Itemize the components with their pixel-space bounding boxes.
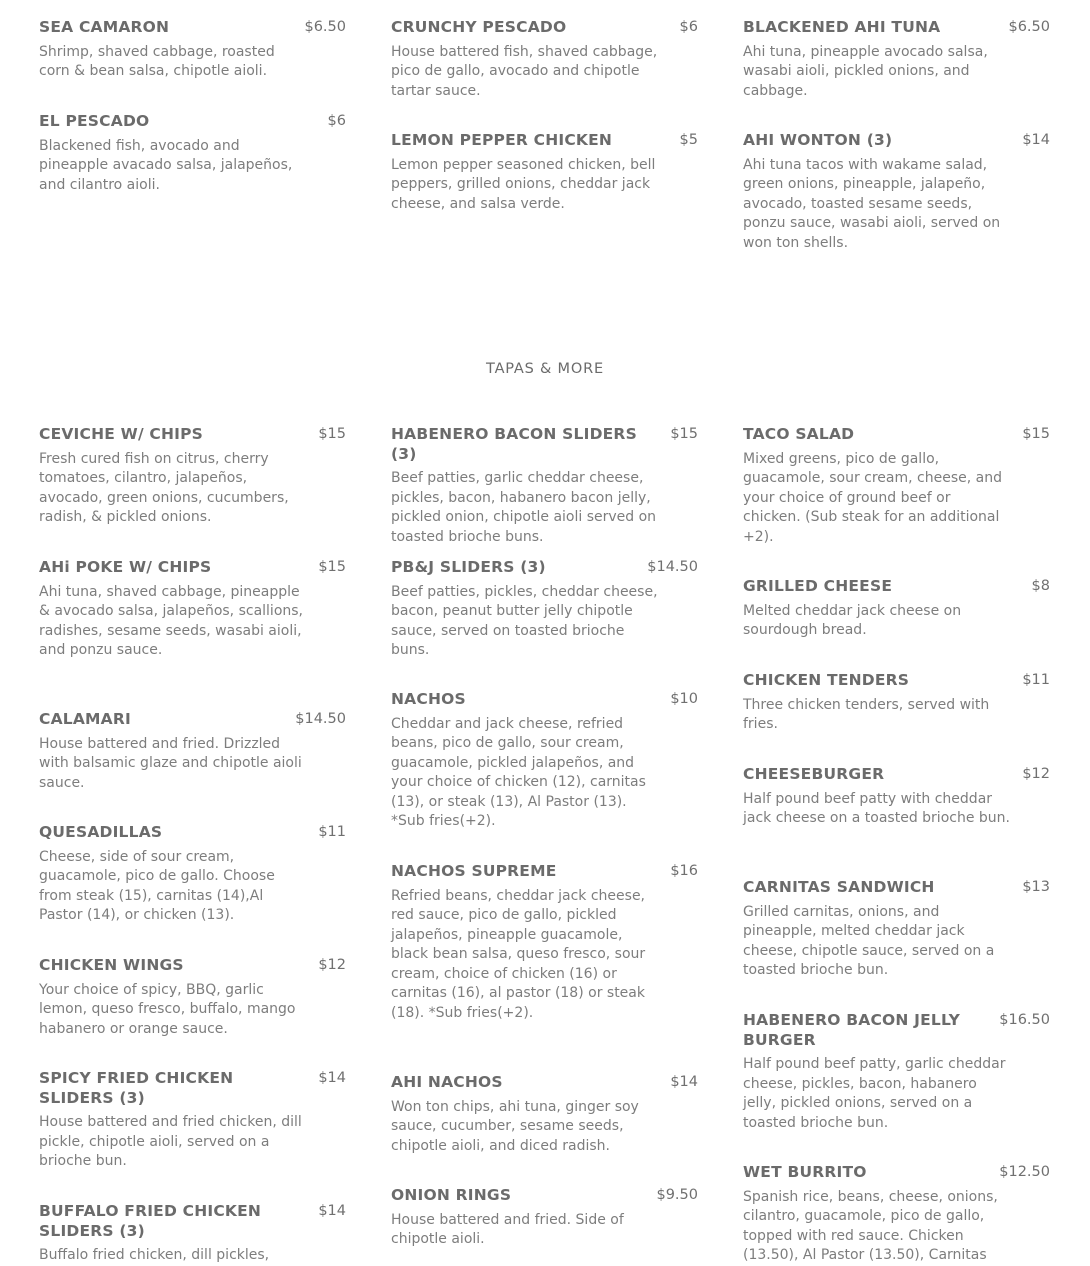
item-name: QUESADILLAS (39, 823, 163, 841)
item-description: Ahi tuna, shaved cabbage, pineapple & avocado salsa, jalapeños, scallions, radishes, sesame seeds, wasabi aioli, and ponzu sauce. (39, 583, 304, 658)
item-description: Blackened fish, avocado and pineapple avacado salsa, jalapeños, and cilantro aioli. (39, 137, 293, 193)
item-name: CHICKEN WINGS (39, 956, 184, 974)
item-description: Half pound beef patty with cheddar jack cheese on a toasted brioche bun. (743, 790, 1010, 826)
item-name: SEA CAMARON (39, 18, 170, 36)
item-name: AHI WONTON (3) (743, 131, 893, 149)
item-description: House battered and fried. Drizzled with balsamic glaze and chipotle aioli sauce. (39, 735, 302, 791)
item-name: SPICY FRIED CHICKEN SLIDERS (3) (39, 1069, 234, 1107)
item-price: $14 (670, 1074, 698, 1090)
menu-item (743, 672, 1050, 735)
menu-item (39, 1070, 346, 1172)
item-description: Ahi tuna, pineapple avocado salsa, wasabi aioli, pickled onions, and cabbage. (743, 43, 988, 99)
item-name: AHI NACHOS (391, 1073, 503, 1091)
item-price: $8 (1031, 578, 1050, 594)
item-price: $6 (327, 113, 346, 129)
item-name: AHi POKE W/ CHIPS (39, 558, 212, 576)
menu-item (743, 766, 1050, 829)
item-description: Beef patties, pickles, cheddar cheese, bacon, peanut butter jelly chipotle sauce, served on toasted brioche buns. (391, 583, 658, 658)
item-price: $9.50 (656, 1187, 698, 1203)
menu-item (743, 578, 1050, 641)
item-description: Three chicken tenders, served with fries. (743, 696, 990, 732)
section-title: TAPAS & MORE (486, 361, 604, 377)
item-name: CEVICHE W/ CHIPS (39, 425, 204, 443)
item-name: HABENERO BACON SLIDERS (3) (391, 425, 637, 463)
item-name: LEMON PEPPER CHICKEN (391, 131, 613, 149)
item-description: Fresh cured fish on citrus, cherry tomatoes, cilantro, jalapeños, avocado, green onions, cucumbers, radish, & pickled onions. (39, 450, 289, 525)
item-name: EL PESCADO (39, 112, 150, 130)
menu-item (391, 132, 698, 214)
menu-item (39, 19, 346, 82)
item-name: ONION RINGS (391, 1186, 512, 1204)
item-description: Cheese, side of sour cream, guacamole, pico de gallo. Choose from steak (15), carnitas (14),Al Pastor (14), or chicken (13). (39, 848, 275, 923)
item-price: $10 (670, 691, 698, 707)
item-price: $12.50 (999, 1164, 1050, 1180)
menu-item (39, 426, 346, 528)
item-description: Buffalo fried chicken, dill pickles, (39, 1247, 270, 1263)
item-price: $13 (1022, 879, 1050, 895)
item-price: $16.50 (999, 1012, 1050, 1028)
item-description: Mixed greens, pico de gallo, guacamole, sour cream, cheese, and your choice of ground beef or chicken. (Sub steak for an additional +2). (743, 450, 1002, 545)
item-price: $15 (318, 559, 346, 575)
item-price: $11 (318, 824, 346, 840)
item-name: BUFFALO FRIED CHICKEN SLIDERS (3) (39, 1202, 262, 1240)
menu-item (391, 1074, 698, 1156)
menu-item (743, 19, 1050, 101)
item-price: $15 (318, 426, 346, 442)
menu-item (391, 559, 698, 661)
menu-item (743, 1164, 1050, 1266)
item-name: TACO SALAD (743, 425, 855, 443)
item-price: $12 (1022, 766, 1050, 782)
item-description: Your choice of spicy, BBQ, garlic lemon, queso fresco, buffalo, mango habanero or orange sauce. (39, 981, 296, 1037)
item-description: House battered fish, shaved cabbage, pico de gallo, avocado and chipotle tartar sauce. (391, 43, 658, 99)
item-price: $15 (1022, 426, 1050, 442)
menu-item (743, 426, 1050, 547)
item-description: Beef patties, garlic cheddar cheese, pickles, bacon, habanero bacon jelly, pickled onion, chipotle aioli served on toasted brioche buns. (391, 470, 657, 545)
item-price: $5 (679, 132, 698, 148)
item-name: WET BURRITO (743, 1163, 867, 1181)
item-description: Lemon pepper seasoned chicken, bell peppers, grilled onions, cheddar jack cheese, and salsa verde. (391, 156, 656, 212)
item-price: $6.50 (304, 19, 346, 35)
item-price: $15 (670, 426, 698, 442)
item-price: $6.50 (1008, 19, 1050, 35)
menu-item (391, 863, 698, 1023)
item-name: CARNITAS SANDWICH (743, 878, 935, 896)
item-name: BLACKENED AHI TUNA (743, 18, 941, 36)
menu-item (39, 711, 346, 793)
item-description: Cheddar and jack cheese, refried beans, pico de gallo, sour cream, guacamole, pickled jalapeños, and your choice of chicken (12), carnitas (13), or steak (13), Al Pastor (13). *Sub fries(+2). (391, 715, 646, 829)
item-description: House battered and fried chicken, dill pickle, chipotle aioli, served on a brioche bun. (39, 1114, 302, 1169)
menu-item (39, 559, 346, 661)
item-price: $14.50 (647, 559, 698, 575)
item-name: NACHOS SUPREME (391, 862, 557, 880)
item-price: $14.50 (295, 711, 346, 727)
item-name: CHEESEBURGER (743, 765, 885, 783)
menu-item (391, 19, 698, 101)
item-price: $12 (318, 957, 346, 973)
item-name: GRILLED CHEESE (743, 577, 893, 595)
menu-item (743, 132, 1050, 253)
menu-item (39, 1203, 346, 1266)
menu-item (391, 1187, 698, 1250)
menu-item (39, 113, 346, 195)
item-price: $11 (1022, 672, 1050, 688)
item-description: Grilled carnitas, onions, and pineapple, melted cheddar jack cheese, chipotle sauce, served on a toasted brioche bun. (743, 903, 995, 978)
item-price: $14 (318, 1203, 346, 1219)
menu-item (39, 824, 346, 926)
item-description: Half pound beef patty, garlic cheddar cheese, pickles, bacon, habanero jelly, pickled onions, served on a toasted brioche bun. (743, 1056, 1006, 1131)
menu-item (743, 879, 1050, 981)
item-description: Spanish rice, beans, cheese, onions, cilantro, guacamole, pico de gallo, topped with red sauce. Chicken (13.50), Al Pastor (13.50), Carnitas (743, 1188, 998, 1263)
item-price: $14 (318, 1070, 346, 1086)
item-description: Shrimp, shaved cabbage, roasted corn & bean salsa, chipotle aioli. (39, 43, 275, 79)
item-description: Ahi tuna tacos with wakame salad, green onions, pineapple, jalapeño, avocado, toasted sesame seeds, ponzu sauce, wasabi aioli, served on won ton shells. (743, 156, 1001, 251)
item-price: $14 (1022, 132, 1050, 148)
menu-item (39, 957, 346, 1039)
item-name: NACHOS (391, 690, 466, 708)
item-description: House battered and fried. Side of chipotle aioli. (391, 1211, 624, 1247)
menu-item (391, 426, 698, 547)
item-price: $16 (670, 863, 698, 879)
item-name: PB&J SLIDERS (3) (391, 558, 546, 576)
item-description: Melted cheddar jack cheese on sourdough bread. (743, 602, 962, 638)
item-name: CHICKEN TENDERS (743, 671, 910, 689)
item-name: HABENERO BACON JELLY BURGER (743, 1011, 961, 1049)
menu-item (391, 691, 698, 832)
item-price: $6 (679, 19, 698, 35)
menu-item (743, 1012, 1050, 1133)
item-name: CALAMARI (39, 710, 131, 728)
item-description: Won ton chips, ahi tuna, ginger soy sauce, cucumber, sesame seeds, chipotle aioli, and diced radish. (391, 1098, 639, 1154)
item-name: CRUNCHY PESCADO (391, 18, 567, 36)
item-description: Refried beans, cheddar jack cheese, red sauce, pico de gallo, pickled jalapeños, pineapple guacamole, black bean salsa, queso fresco, sour cream, choice of chicken (16) or carnitas (16), al pastor (18) or steak (18). *Sub fries(+2). (391, 887, 646, 1021)
